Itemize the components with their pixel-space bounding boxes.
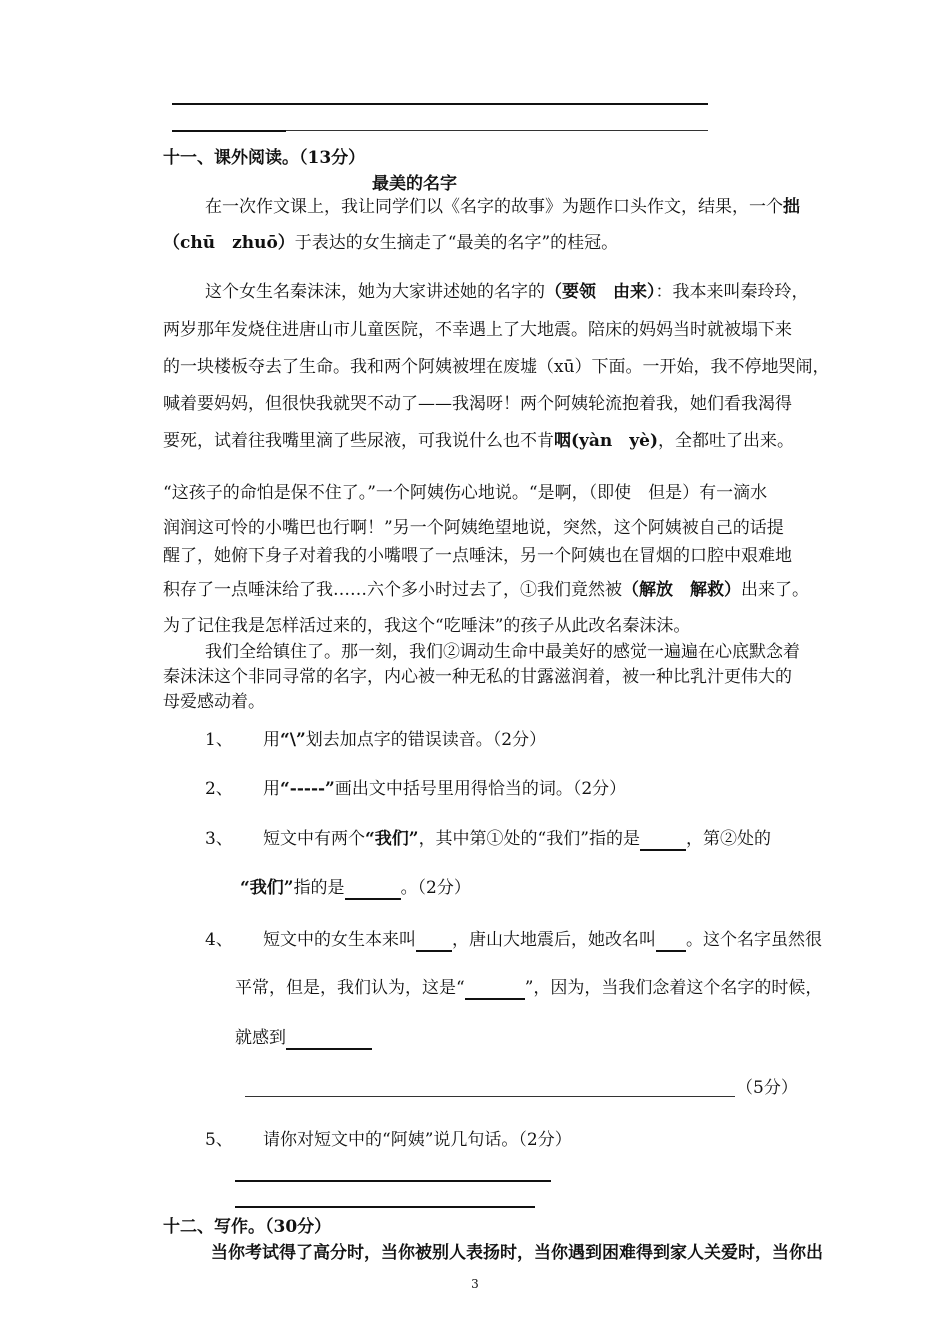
paragraph-line: 这个女生名秦沫沫，她为大家讲述她的名字的（要领 由来）：我本来叫秦玲玲，	[205, 282, 809, 302]
paragraph-line: 要死，试着往我嘴里滴了些尿液，可我说什么也不肯咽(yàn yè)，全都吐了出来。	[163, 431, 795, 451]
paragraph-line: 润润这可怜的小嘴巴也行啊！”另一个阿姨绝望地说，突然，这个阿姨被自己的话提	[163, 518, 784, 538]
question-5: 5、 请你对短文中的“阿姨”说几句话。（2分）	[205, 1130, 572, 1150]
paragraph-line: 我们全给镇住了。那一刻，我们②调动生命中最美好的感觉一遍遍在心底默念着	[205, 642, 800, 662]
question-1: 1、 用“\”划去加点字的错误读音。（2分）	[205, 730, 547, 750]
writing-prompt: 当你考试得了高分时，当你被别人表扬时，当你遇到困难得到家人关爱时，当你出	[211, 1243, 823, 1263]
answer-line[interactable]	[235, 1180, 551, 1182]
paragraph-line: 在一次作文课上，我让同学们以《名字的故事》为题作口头作文，结果，一个拙	[205, 197, 800, 217]
answer-line[interactable]	[245, 1096, 735, 1097]
paragraph-line: 秦沫沫这个非同寻常的名字，内心被一种无私的甘露滋润着，被一种比乳汁更伟大的	[163, 667, 792, 687]
paragraph-line: 喊着要妈妈，但很快我就哭不动了——我渴呀！两个阿姨轮流抱着我，她们看我渴得	[163, 394, 792, 414]
answer-line	[172, 130, 286, 132]
answer-line[interactable]	[235, 1206, 535, 1208]
paragraph-line: “这孩子的命怕是保不住了。”一个阿姨伤心地说。“是啊，（即使 但是）有一滴水	[163, 483, 768, 503]
paragraph-line: 醒了，她俯下身子对着我的小嘴喂了一点唾沫，另一个阿姨也在冒烟的口腔中艰难地	[163, 546, 792, 566]
answer-blank[interactable]	[345, 878, 401, 900]
question-4-cont: 就感到	[235, 1026, 372, 1050]
answer-line	[286, 130, 708, 131]
answer-blank[interactable]	[465, 978, 525, 1000]
paragraph-line: 积存了一点唾沫给了我……六个多小时过去了，①我们竟然被（解放 解救）出来了。	[163, 580, 809, 600]
paragraph-line: 的一块楼板夺去了生命。我和两个阿姨被埋在废墟（xū）下面。一开始，我不停地哭闹，	[163, 357, 830, 377]
question-2: 2、 用“-----”画出文中括号里用得恰当的词。（2分）	[205, 779, 627, 799]
answer-blank[interactable]	[416, 930, 452, 952]
answer-blank[interactable]	[656, 930, 686, 952]
question-3: 3、 短文中有两个“我们”，其中第①处的“我们”指的是 ，第②处的	[205, 829, 771, 849]
paragraph-line: 母爱感动着。	[163, 692, 265, 712]
paragraph-line: （chū zhuō）于表达的女生摘走了“最美的名字”的桂冠。	[163, 233, 619, 253]
section-heading: 十二、写作。（30分）	[163, 1217, 332, 1237]
paragraph-line: 为了记住我是怎样活过来的，我这个“吃唾沫”的孩子从此改名秦沫沫。	[163, 616, 691, 636]
section-heading: 十一、课外阅读。（13分）	[163, 148, 366, 168]
page-number: 3	[471, 1277, 479, 1291]
question-4: 4、 短文中的女生本来叫 ，唐山大地震后，她改名叫 。这个名字虽然很	[205, 930, 822, 950]
question-3-cont: “我们”指的是 。（2分）	[240, 878, 471, 898]
score-label: （5分）	[736, 1078, 798, 1098]
answer-blank[interactable]	[640, 829, 686, 851]
question-4-cont: 平常，但是，我们认为，这是“ ”，因为，当我们念着这个名字的时候，	[235, 978, 823, 998]
paragraph-line: 两岁那年发烧住进唐山市儿童医院，不幸遇上了大地震。陪床的妈妈当时就被塌下来	[163, 320, 792, 340]
answer-line	[172, 103, 708, 105]
passage-title: 最美的名字	[372, 174, 457, 194]
answer-blank[interactable]	[286, 1028, 372, 1050]
